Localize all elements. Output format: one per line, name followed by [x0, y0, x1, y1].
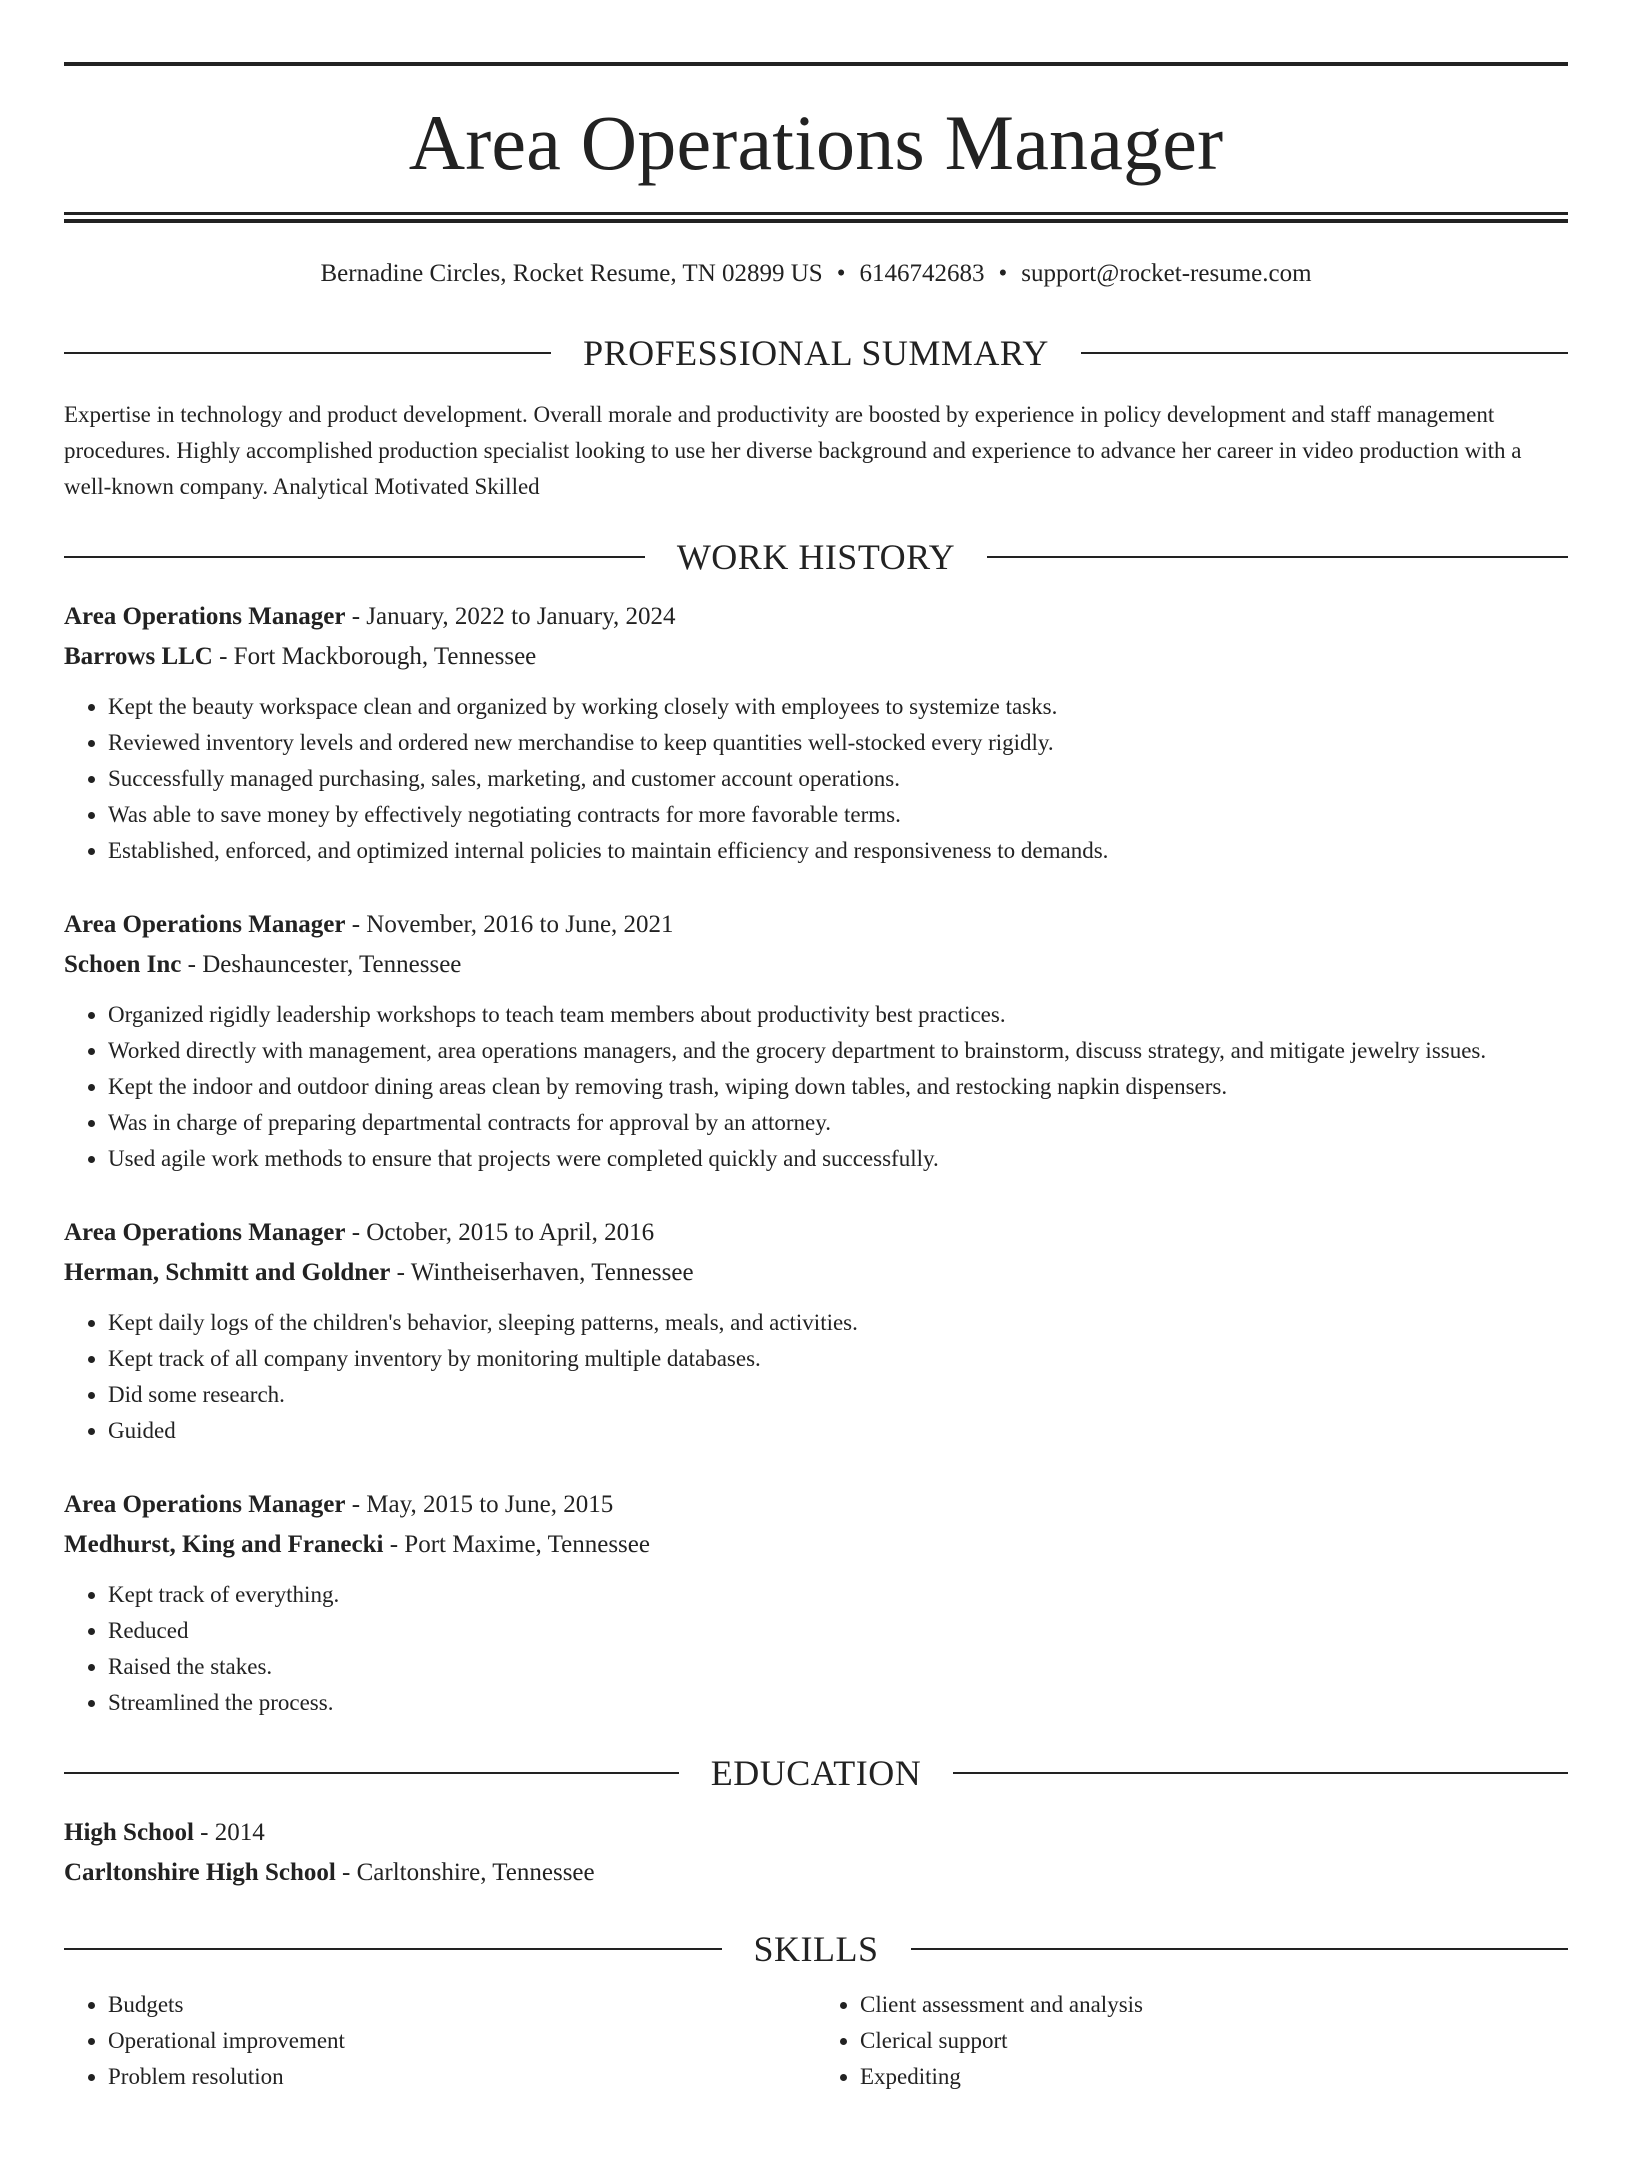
contact-separator: •	[836, 260, 846, 287]
job-location: - Port Maxime, Tennessee	[383, 1531, 650, 1558]
job-title: Area Operations Manager	[64, 1219, 346, 1246]
skill-item: • Expediting	[860, 2059, 1568, 2095]
education-location: - Carltonshire, Tennessee	[335, 1859, 595, 1886]
job-company: Barrows LLC	[64, 643, 213, 670]
skills-list	[64, 1987, 1568, 2095]
contact-line	[64, 259, 1568, 289]
education-year: - 2014	[193, 1819, 265, 1846]
job-bullet: • Kept the indoor and outdoor dining areas clean by removing trash, wiping down tables, and restocking napkin dispensers.	[108, 1069, 1568, 1105]
job-entry	[64, 1213, 1568, 1449]
job-dates: - May, 2015 to June, 2015	[345, 1491, 614, 1518]
education-school: Carltonshire High School	[64, 1859, 336, 1886]
job-bullet: • Kept the beauty workspace clean and organized by working closely with employees to systemize tasks.	[108, 689, 1568, 725]
job-bullet: • Was in charge of preparing departmental contracts for approval by an attorney.	[108, 1105, 1568, 1141]
section-divider	[911, 1948, 1569, 1950]
job-company: Medhurst, King and Franecki	[64, 1531, 384, 1558]
job-bullets	[64, 1305, 1568, 1449]
job-bullet: • Kept daily logs of the children's behavior, sleeping patterns, meals, and activities.	[108, 1305, 1568, 1341]
skills-column-right	[816, 1987, 1568, 2095]
job-bullet: • Was able to save money by effectively negotiating contracts for more favorable terms.	[108, 797, 1568, 833]
skill-item: • Clerical support	[860, 2023, 1568, 2059]
job-bullet: • Raised the stakes.	[108, 1649, 1568, 1685]
job-bullet: • Guided	[108, 1413, 1568, 1449]
contact-address: Bernadine Circles, Rocket Resume, TN 02899 US	[320, 260, 823, 287]
contact-separator: •	[998, 260, 1008, 287]
section-title-work: WORK HISTORY	[676, 537, 956, 577]
education-school-line	[64, 1853, 1568, 1893]
job-title-line	[64, 1213, 1568, 1253]
section-title-summary: PROFESSIONAL SUMMARY	[583, 333, 1049, 373]
job-dates: - November, 2016 to June, 2021	[345, 911, 674, 938]
job-dates: - January, 2022 to January, 2024	[345, 603, 676, 630]
resume-page	[0, 62, 1632, 2174]
section-title-skills: SKILLS	[753, 1929, 879, 1969]
section-header-work	[64, 539, 1568, 575]
header-top-rule	[64, 62, 1568, 66]
job-company-line	[64, 637, 1568, 677]
job-bullet: • Did some research.	[108, 1377, 1568, 1413]
job-bullet: • Reduced	[108, 1613, 1568, 1649]
section-divider	[64, 352, 551, 354]
skill-item: • Problem resolution	[108, 2059, 816, 2095]
section-divider	[987, 556, 1568, 558]
skills-column-left	[64, 1987, 816, 2095]
job-bullet: • Used agile work methods to ensure that projects were completed quickly and successfully.	[108, 1141, 1568, 1177]
job-location: - Wintheiserhaven, Tennessee	[390, 1259, 694, 1286]
job-bullet: • Organized rigidly leadership workshops to teach team members about productivity best practices.	[108, 997, 1568, 1033]
skill-item: • Operational improvement	[108, 2023, 816, 2059]
job-bullet: • Successfully managed purchasing, sales, marketing, and customer account operations.	[108, 761, 1568, 797]
job-location: - Deshauncester, Tennessee	[181, 951, 462, 978]
section-divider	[1081, 352, 1568, 354]
job-bullet: • Kept track of all company inventory by monitoring multiple databases.	[108, 1341, 1568, 1377]
job-entry	[64, 1485, 1568, 1721]
job-title-line	[64, 1485, 1568, 1525]
education-entry	[64, 1813, 1568, 1893]
job-company-line	[64, 945, 1568, 985]
job-bullets	[64, 689, 1568, 869]
section-header-education	[64, 1755, 1568, 1791]
section-title-education: EDUCATION	[710, 1753, 922, 1793]
section-header-summary	[64, 335, 1568, 371]
job-bullet: • Established, enforced, and optimized internal policies to maintain efficiency and responsiveness to demands.	[108, 833, 1568, 869]
resume-name-title: Area Operations Manager	[408, 99, 1224, 186]
section-divider	[953, 1772, 1568, 1774]
job-company: Schoen Inc	[64, 951, 182, 978]
job-company: Herman, Schmitt and Goldner	[64, 1259, 391, 1286]
contact-phone: 6146742683	[859, 260, 985, 287]
job-title-line	[64, 597, 1568, 637]
job-title: Area Operations Manager	[64, 911, 346, 938]
job-bullet: • Worked directly with management, area operations managers, and the grocery department to brainstorm, discuss strategy, and mitigate jewelry issues.	[108, 1033, 1568, 1069]
section-divider	[64, 1772, 679, 1774]
job-title: Area Operations Manager	[64, 1491, 346, 1518]
section-divider	[64, 556, 645, 558]
job-bullet: • Reviewed inventory levels and ordered new merchandise to keep quantities well-stocked every rigidly.	[108, 725, 1568, 761]
job-location: - Fort Mackborough, Tennessee	[212, 643, 537, 670]
job-dates: - October, 2015 to April, 2016	[345, 1219, 655, 1246]
job-bullets	[64, 1577, 1568, 1721]
section-header-skills	[64, 1931, 1568, 1967]
contact-email: support@rocket-resume.com	[1021, 260, 1312, 287]
job-company-line	[64, 1525, 1568, 1565]
education-degree-line	[64, 1813, 1568, 1853]
summary-text: Expertise in technology and product development. Overall morale and productivity are boosted by experience in policy development and staff management procedures. Highly accomplished production specialist looking to use her diverse background and experience to advance her career in video production with a well-known company. Analytical Motivated Skilled	[64, 402, 1522, 499]
header-double-rule	[64, 212, 1568, 223]
job-bullet: • Kept track of everything.	[108, 1577, 1568, 1613]
job-bullet: • Streamlined the process.	[108, 1685, 1568, 1721]
section-divider	[64, 1948, 722, 1950]
job-title: Area Operations Manager	[64, 603, 346, 630]
job-entry	[64, 905, 1568, 1177]
job-title-line	[64, 905, 1568, 945]
education-degree: High School	[64, 1819, 194, 1846]
job-bullets	[64, 997, 1568, 1177]
skill-item: • Budgets	[108, 1987, 816, 2023]
skill-item: • Client assessment and analysis	[860, 1987, 1568, 2023]
job-entry	[64, 597, 1568, 869]
job-company-line	[64, 1253, 1568, 1293]
